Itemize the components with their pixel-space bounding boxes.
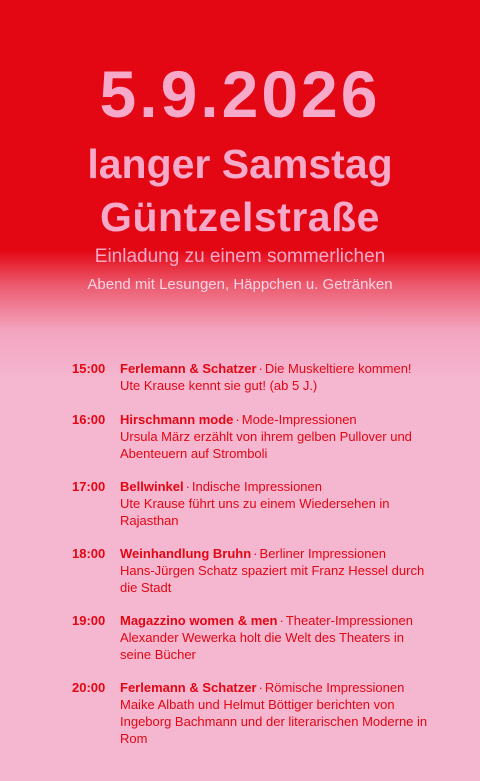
entry-description: Maike Albath und Helmut Böttiger berichten von Ingeborg Bachmann und der literarischen Moderne in Rom [120,697,428,746]
separator-dot: · [253,546,258,561]
entry-body [120,411,430,462]
event-title-line1: langer Samstag [87,141,393,187]
entry-time: 20:00 [72,680,106,695]
entry-description: Alexander Wewerka holt die Welt des Theaters in seine Bücher [120,630,404,662]
event-date: 5.9.2026 [99,57,381,131]
entry-venue: Bellwinkel [120,479,184,494]
entry-time: 15:00 [72,361,106,376]
entry-description: Hans-Jürgen Schatz spaziert mit Franz Hessel durch die Stadt [120,563,425,595]
entry-venue: Ferlemann & Schatzer [120,361,257,376]
entry-topic: Theater-Impressionen [285,613,413,628]
event-title-line2: Güntzelstraße [100,194,380,240]
event-subtitle-2: Abend mit Lesungen, Häppchen u. Getränken [87,276,393,293]
entry-body [120,360,430,394]
entry-topic: Die Muskeltiere kommen! [264,361,412,376]
separator-dot: · [258,680,263,695]
entry-body [120,679,430,747]
entry-time: 16:00 [72,412,106,427]
entry-description: Ute Krause führt uns zu einem Wiedersehen in Rajasthan [120,496,390,528]
entry-body [120,612,430,663]
separator-dot: · [258,361,263,376]
entry-time: 18:00 [72,546,106,561]
entry-topic: Indische Impressionen [191,479,322,494]
entry-time: 19:00 [72,613,106,628]
entry-description: Ursula März erzählt von ihrem gelben Pullover und Abenteuern auf Stromboli [120,429,412,461]
entry-venue: Magazzino women & men [120,613,278,628]
entry-description: Ute Krause kennt sie gut! (ab 5 J.) [120,378,318,393]
separator-dot: · [279,613,284,628]
entry-venue: Ferlemann & Schatzer [120,680,257,695]
separator-dot: · [235,412,240,427]
entry-topic: Mode-Impressionen [241,412,357,427]
entry-time: 17:00 [72,479,106,494]
entry-body [120,478,430,529]
entry-topic: Römische Impressionen [264,680,405,695]
entry-topic: Berliner Impressionen [259,546,386,561]
entry-venue: Weinhandlung Bruhn [120,546,252,561]
event-subtitle: Einladung zu einem sommerlichen [94,246,386,267]
separator-dot: · [185,479,190,494]
entry-venue: Hirschmann mode [120,412,234,427]
entry-body [120,545,430,596]
